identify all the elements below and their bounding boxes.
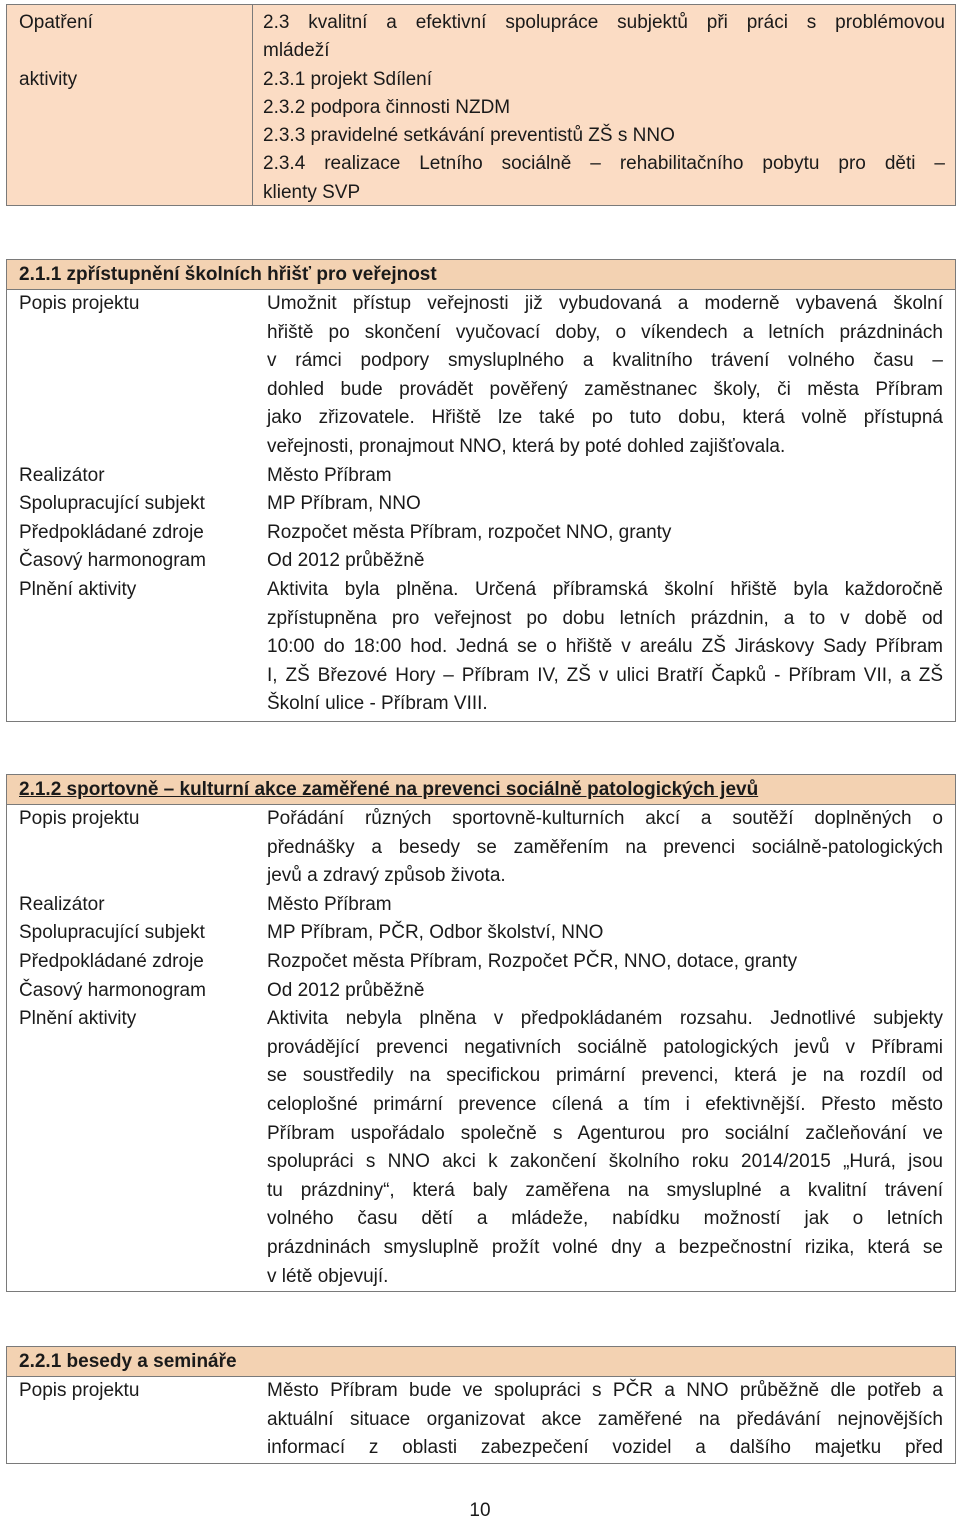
text-line: 10:00 do 18:00 hod. Jedná se o hřiště v areálu ZŠ Jiráskovy Sady Příbram [267, 636, 943, 658]
text-line: tu prázdniny“, která baly zaměřena na smysluplné a kvalitní trávení [267, 1179, 943, 1201]
row-popis [7, 1377, 955, 1463]
text-line: provádějící prevenci negativních sociálně patologických jevů v Příbrami [267, 1036, 943, 1058]
row-value: Od 2012 průběžně [267, 979, 425, 1001]
text-line: jevů a zdravý způsob života. [267, 865, 506, 887]
row-value: Město Příbram [267, 893, 392, 915]
row-label: Realizátor [19, 464, 105, 486]
row-value: MP Příbram, NNO [267, 493, 421, 515]
text-line: Aktivita byla plněna. Určená příbramská školní hřiště byla každoročně [267, 578, 943, 600]
measure-line: 2.3.2 podpora činnosti NZDM [263, 96, 511, 118]
text-line: Město Příbram bude ve spolupráci s PČR a NNO průběžně dle potřeb a [267, 1380, 943, 1401]
row-label: Realizátor [19, 893, 105, 915]
text-line: přednášky a besedy se zaměřením na prevenci sociálně-patologických [267, 836, 943, 858]
text-line: dohled bude provádět pověřený zaměstnanec školy, či města Příbram [267, 378, 943, 400]
row-plneni [7, 1005, 955, 1291]
measure-line: 2.3.3 pravidelné setkávání preventistů ZŠ s NNO [263, 125, 675, 147]
measure-line: mládeží [263, 40, 330, 62]
text-line: hřiště po skončení vyučovací doby, o víkendech a letních prázdninách [267, 321, 943, 343]
row-label: Časový harmonogram [19, 979, 206, 1001]
text-line: informací z oblasti zabezpečení vozidel a dalšího majetku před [267, 1437, 943, 1459]
project-title: 2.1.1 zpřístupnění školních hřišť pro veřejnost [7, 260, 955, 290]
project-title: 2.2.1 besedy a semináře [7, 1347, 955, 1377]
text-line: Příbram uspořádalo společně s Agenturou pro sociální začleňování ve [267, 1122, 943, 1144]
measure-line: 2.3.1 projekt Sdílení [263, 68, 432, 90]
text-line: v rámci podpory smysluplného a kvalitního trávení volného času – [267, 350, 943, 372]
row-spolupracujici [7, 490, 955, 519]
text-line: prázdninách smysluplně prožít volné dny a bezpečnostní rizika, která se [267, 1236, 943, 1258]
text-line: Školní ulice - Příbram VIII. [267, 693, 488, 715]
row-plneni [7, 576, 955, 719]
text-line: volného času dětí a mládeže, nabídku možností jak o letních [267, 1208, 943, 1230]
text-line: veřejnosti, pronajmout NNO, která by poté dohled zajišťovala. [267, 435, 786, 457]
text-line: jako zřizovatele. Hřiště lze také po tuto dobu, která volně přístupná [267, 407, 943, 429]
row-value: Rozpočet města Příbram, rozpočet NNO, granty [267, 521, 672, 543]
row-zdroje [7, 948, 955, 977]
row-value: Rozpočet města Příbram, Rozpočet PČR, NNO, dotace, granty [267, 950, 798, 972]
measure-line: klienty SVP [263, 181, 361, 203]
row-zdroje [7, 519, 955, 548]
row-realizator [7, 891, 955, 920]
project-2-2-1 [6, 1346, 956, 1464]
label-opatreni: Opatření [19, 12, 93, 33]
text-line: aktuální situace organizovat akce zaměřené na předávání nejnovějších [267, 1408, 943, 1430]
text-line: v létě objevují. [267, 1265, 389, 1287]
measures-labels [7, 5, 253, 205]
row-label: Předpokládané zdroje [19, 521, 204, 543]
row-popis [7, 805, 955, 891]
row-label: Plnění aktivity [19, 1008, 137, 1030]
measure-line: 2.3.4 realizace Letního sociálně – rehabilitačního pobytu pro děti – [263, 153, 945, 175]
project-title-text: 2.1.2 sportovně – kulturní akce zaměřené na prevenci sociálně patologických jevů [19, 779, 759, 800]
row-label: Popis projektu [19, 1380, 140, 1401]
row-value: MP Příbram, PČR, Odbor školství, NNO [267, 922, 604, 944]
row-harmonogram [7, 547, 955, 576]
measures-values [253, 5, 955, 207]
row-label: Spolupracující subjekt [19, 493, 205, 515]
row-realizator [7, 462, 955, 491]
measure-line: 2.3 kvalitní a efektivní spolupráce subjektů při práci s problémovou [263, 12, 945, 33]
label-aktivity: aktivity [19, 68, 78, 90]
row-spolupracujici [7, 919, 955, 948]
text-line: celoplošné primární prevence cílená a tím i efektivnější. Přesto město [267, 1093, 943, 1115]
row-popis [7, 290, 955, 462]
row-label: Popis projektu [19, 293, 140, 314]
text-line: se soustředily na specifickou primární prevenci, která je na rozdíl od [267, 1065, 943, 1087]
text-line: Aktivita nebyla plněna v předpokládaném rozsahu. Jednotlivé subjekty [267, 1008, 943, 1030]
text-line: Umožnit přístup veřejnosti již vybudovaná a moderně vybavená školní [267, 293, 943, 314]
text-line: I, ZŠ Březové Hory – Příbram IV, ZŠ v ulici Bratří Čapků - Příbram VII, a ZŠ [267, 664, 943, 686]
project-title [7, 775, 955, 805]
measures-block [6, 4, 956, 206]
project-2-1-1 [6, 259, 956, 722]
row-label: Plnění aktivity [19, 578, 137, 600]
row-label: Spolupracující subjekt [19, 922, 205, 944]
row-value: Město Příbram [267, 464, 392, 486]
row-harmonogram [7, 977, 955, 1006]
row-value: Od 2012 průběžně [267, 550, 425, 572]
text-line: Pořádání různých sportovně-kulturních akcí a soutěží doplněných o [267, 808, 943, 829]
page-number: 10 [469, 1500, 491, 1521]
text-line: zpřístupněna pro veřejnost po dobu letních prázdnin, a to v době od [267, 607, 943, 629]
project-2-1-2 [6, 774, 956, 1292]
row-label: Předpokládané zdroje [19, 950, 204, 972]
row-label: Časový harmonogram [19, 550, 206, 572]
row-label: Popis projektu [19, 808, 140, 829]
text-line: spolupráci s NNO akci k zakončení školního roku 2014/2015 „Hurá, jsou [267, 1151, 943, 1173]
